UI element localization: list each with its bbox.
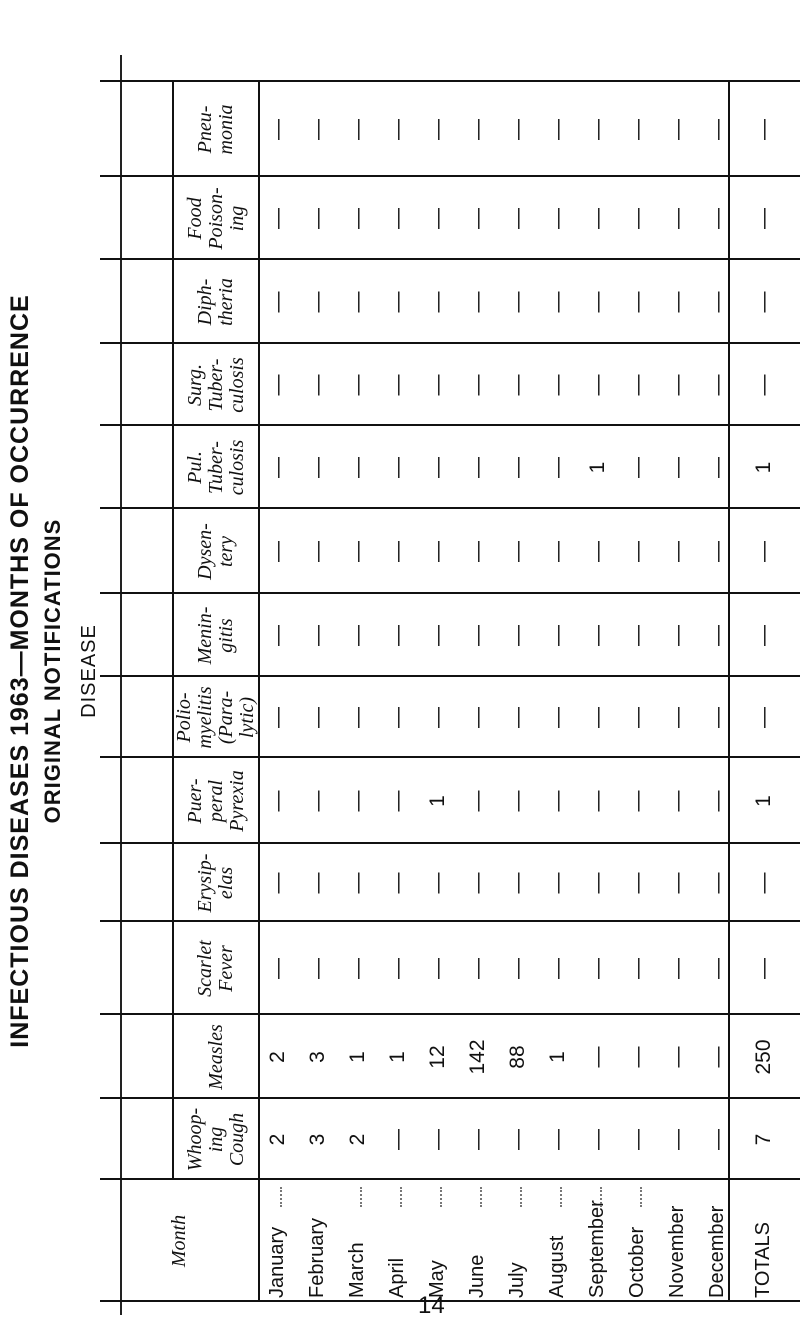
disease-header-line: Erysip- [194,853,216,913]
table-cell: — [466,625,489,646]
table-cell: — [586,374,609,396]
table-cell: — [546,374,569,396]
disease-header-line: Whoop- [183,1107,206,1172]
page-title: INFECTIOUS DISEASES 1963—MONTHS OF OCCURRENCE [6,294,34,1048]
table-cell: — [506,958,529,979]
disease-header-line: Measles [204,1024,227,1090]
table-cell: 1 [346,1051,369,1063]
table-cell: — [506,872,529,894]
disease-header-line: ing [204,1126,227,1153]
table-cell: — [706,374,729,396]
table-cell: — [626,707,649,728]
table-cell: — [266,208,289,229]
table-cell: — [752,119,775,140]
table-cell: 2 [266,1133,289,1146]
column-divider [100,342,800,344]
table-cell: — [626,790,649,812]
table-cell: — [586,707,609,728]
table-cell: — [386,958,409,979]
month-label: August [546,1235,568,1298]
table-cell: — [426,872,449,894]
table-cell: — [706,208,729,229]
month-label: September [586,1200,608,1298]
disease-header-line: elas [215,866,237,900]
table-cell: — [752,291,775,313]
table-cell: — [706,541,729,562]
month-label: July [506,1262,528,1298]
table-cell: — [666,541,689,562]
disease-header [174,262,258,342]
disease-header [174,596,258,675]
table-cell: — [266,872,289,894]
table-cell: — [346,374,369,396]
table-cell: — [346,958,369,979]
table-cell: — [426,1129,449,1150]
disease-header [174,511,258,592]
disease-header-line: Pul. [183,451,206,484]
disease-header-line: Dysen- [194,523,216,580]
table-cell: — [386,625,409,646]
month-label: October [626,1226,648,1298]
month-label: April [386,1257,408,1298]
table-cell: — [546,790,569,812]
table-cell: — [506,291,529,313]
column-divider [100,1178,800,1180]
disease-header-line: Cough [225,1112,248,1167]
disease-header-line: Surg. [183,363,206,407]
disease-header [174,179,258,258]
table-cell: — [506,208,529,229]
table-cell: — [266,457,289,478]
leader-dots [400,1187,402,1207]
table-cell: — [666,457,689,478]
table-cell: — [466,208,489,229]
table-cell: — [546,872,569,894]
table-cell: — [306,208,329,229]
column-divider [100,175,800,177]
table-cell: — [666,208,689,229]
table-cell: — [752,872,775,894]
disease-header-line: Pyrexia [225,770,248,832]
month-label: February [306,1217,328,1298]
table-cell: — [506,119,529,140]
table-cell: — [386,374,409,396]
table-cell: — [706,1046,729,1068]
table-cell: — [752,208,775,229]
table-cell: — [586,1129,609,1150]
table-cell: — [426,958,449,979]
disease-header-line: lytic) [236,696,258,739]
page-number: 14 [418,1292,445,1319]
table-cell: — [586,958,609,979]
table-cell: — [706,457,729,478]
table-cell: — [666,291,689,313]
table-cell: — [626,119,649,140]
table-cell: — [426,119,449,140]
leader-dots [280,1187,282,1207]
table-cell: — [306,119,329,140]
table-cell: — [426,707,449,728]
table-cell: — [666,707,689,728]
table-cell: — [706,707,729,728]
table-cell: — [706,291,729,313]
table-cell: — [546,541,569,562]
table-cell: — [426,374,449,396]
table-cell: — [466,457,489,478]
disease-header-line: gitis [215,618,237,653]
table-cell: — [386,208,409,229]
table-cell: — [706,625,729,646]
column-divider [100,756,800,758]
table-cell: — [586,208,609,229]
table-cell: 1 [752,461,775,474]
table-cell: 250 [752,1039,775,1075]
column-divider [100,1097,800,1099]
disease-header-line: tery [215,535,237,568]
disease-header-line: peral [204,779,227,823]
table-cell: — [466,119,489,140]
table-cell: — [466,958,489,979]
month-label: TOTALS [752,1222,774,1298]
table-cell: 1 [586,461,609,474]
table-cell: — [666,374,689,396]
table-cell: — [346,208,369,229]
table-cell: — [386,790,409,812]
table-cell: — [546,958,569,979]
table-cell: — [546,625,569,646]
table-cell: — [426,291,449,313]
disease-header-line: Pneu- [194,105,216,154]
table-cell: — [346,541,369,562]
disease-group-header: DISEASE [78,624,100,718]
column-divider [100,507,800,509]
disease-header-line: theria [215,278,237,326]
table-cell: — [546,707,569,728]
table-cell: 12 [426,1045,449,1069]
table-cell: — [426,625,449,646]
table-cell: — [346,707,369,728]
disease-header-line: Fever [215,945,237,992]
table-cell: — [586,625,609,646]
month-label: May [426,1260,448,1298]
column-divider [100,80,800,82]
table-cell: — [626,457,649,478]
table-cell: — [306,707,329,728]
table-cell: — [266,958,289,979]
month-label: March [346,1242,368,1298]
column-divider [100,592,800,594]
table-cell: — [752,541,775,562]
table-cell: — [752,958,775,979]
table-cell: — [626,1129,649,1150]
disease-header [174,760,258,842]
table-cell: — [706,790,729,812]
disease-header-line: Puer- [183,778,206,824]
table-cell: — [386,541,409,562]
disease-header-line: Tuber- [204,441,227,494]
table-cell: — [466,790,489,812]
table-cell: — [706,958,729,979]
table-cell: — [666,958,689,979]
table-cell: — [426,457,449,478]
table-cell: — [506,1129,529,1150]
table-cell: — [466,707,489,728]
table-cell: — [346,790,369,812]
table-cell: — [666,625,689,646]
disease-header-line: monia [215,104,237,155]
table-cell: 2 [346,1133,369,1146]
month-label: November [666,1205,688,1298]
table-cell: — [626,291,649,313]
disease-header [174,346,258,424]
table-cell: — [626,374,649,396]
table-cell: — [506,457,529,478]
disease-header-line: Scarlet [194,940,216,997]
table-cell: — [386,1129,409,1150]
table-cell: — [386,707,409,728]
table-cell: — [266,790,289,812]
table-cell: — [706,119,729,140]
table-cell: — [752,374,775,396]
leader-dots [640,1187,642,1207]
leader-dots [360,1187,362,1207]
table-cell: 3 [306,1051,329,1063]
table-cell: — [266,119,289,140]
table-cell: — [546,457,569,478]
table-cell: — [466,872,489,894]
month-column-header [100,1180,258,1302]
table-cell: — [306,790,329,812]
table-cell: — [626,958,649,979]
table-cell: — [306,625,329,646]
table-cell: — [666,1046,689,1068]
leader-dots [480,1187,482,1207]
disease-header-line: culosis [225,357,248,413]
table-cell: — [626,208,649,229]
page-subtitle: ORIGINAL NOTIFICATIONS [40,518,65,824]
table-cell: — [386,872,409,894]
disease-header-line: Polio- [173,692,195,743]
table-cell: — [506,707,529,728]
table-cell: 88 [506,1045,529,1069]
table-cell: — [752,707,775,728]
table-cell: — [626,625,649,646]
table-cell: — [666,1129,689,1150]
disease-header [174,846,258,920]
table-cell: — [586,541,609,562]
table-cell: — [752,625,775,646]
month-label: January [266,1226,288,1298]
table-cell: — [306,541,329,562]
table-cell: — [466,1129,489,1150]
table-cell: 2 [266,1051,289,1063]
table-cell: — [306,291,329,313]
table-cell: 1 [426,795,449,807]
disease-header-line: Food [183,197,206,240]
table-cell: 3 [306,1133,329,1146]
disease-header-line: Diph- [194,278,216,326]
disease-header-line: ing [225,205,248,232]
disease-header-line: myelitis [194,686,216,749]
disease-header [174,1101,258,1178]
table-cell: — [306,374,329,396]
table-cell: — [346,291,369,313]
table-cell: — [426,541,449,562]
table-cell: 1 [386,1051,409,1063]
table-cell: — [306,958,329,979]
table-cell: — [266,291,289,313]
table-cell: — [266,541,289,562]
table-cell: — [586,872,609,894]
table-cell: — [306,457,329,478]
table-cell: — [466,541,489,562]
column-divider [100,842,800,844]
table-cell: — [546,291,569,313]
table-cell: — [346,872,369,894]
disease-header [174,428,258,507]
table-cell: 142 [466,1039,489,1075]
header-bottom-rule [258,82,260,1302]
table-cell: — [546,119,569,140]
table-cell: — [626,872,649,894]
table-cell: — [306,872,329,894]
leader-dots [600,1187,602,1207]
table-cell: — [466,374,489,396]
table-cell: — [546,1129,569,1150]
table-cell: — [506,625,529,646]
disease-header [174,924,258,1013]
table-cell: — [266,707,289,728]
table-cell: 7 [752,1133,775,1146]
table-cell: — [506,374,529,396]
leader-dots [560,1187,562,1207]
table-cell: — [386,291,409,313]
table-cell: — [586,119,609,140]
table-cell: — [666,119,689,140]
table-cell: — [586,1046,609,1068]
disease-header [174,1017,258,1097]
table-cell: — [266,625,289,646]
table-cell: — [266,374,289,396]
disease-header-line: culosis [225,439,248,496]
table-cell: — [626,541,649,562]
disease-header-line: (Para- [215,690,237,745]
disease-header-line: Poison- [204,187,227,250]
month-label: December [706,1205,728,1298]
disease-header-line: Menin- [194,606,216,665]
table-cell: 1 [752,795,775,807]
table-cell: — [706,872,729,894]
table-cell: — [506,790,529,812]
disease-header [174,679,258,756]
table-cell: — [666,790,689,812]
table-cell: 1 [546,1051,569,1063]
column-divider [100,258,800,260]
table-cell: — [506,541,529,562]
column-divider [100,920,800,922]
leader-dots [440,1187,442,1207]
leader-dots [520,1187,522,1207]
table-cell: — [346,625,369,646]
table-cell: — [706,1129,729,1150]
column-divider [100,675,800,677]
column-divider [100,424,800,426]
table-cell: — [626,1046,649,1068]
table-cell: — [346,457,369,478]
table-cell: — [586,790,609,812]
disease-header [174,84,258,175]
table-cell: — [386,119,409,140]
table-cell: — [466,291,489,313]
table-cell: — [426,208,449,229]
month-header-label: Month [167,1214,190,1268]
table-cell: — [346,119,369,140]
table-cell: — [666,872,689,894]
column-divider [100,1013,800,1015]
table-cell: — [586,291,609,313]
table-cell: — [386,457,409,478]
disease-header-line: Tuber- [204,358,227,412]
month-label: June [466,1254,488,1298]
column-divider [100,1300,800,1302]
table-cell: — [546,208,569,229]
